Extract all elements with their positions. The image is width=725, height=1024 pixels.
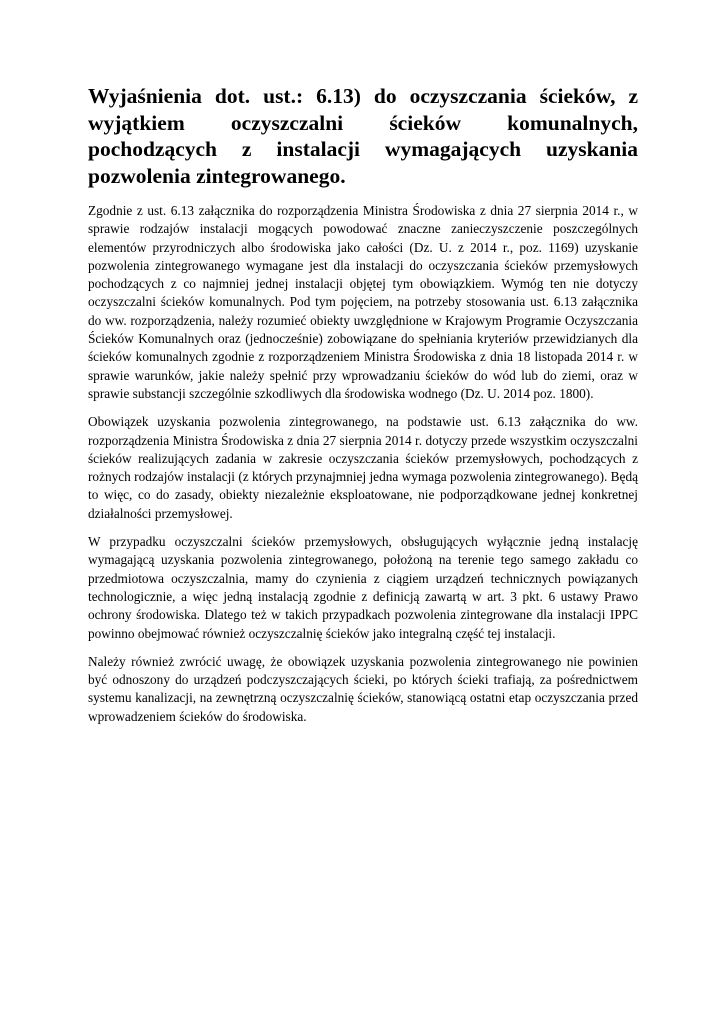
paragraph-pretreatment-note: Należy również zwrócić uwagę, że obowiązek uzyskania pozwolenia zintegrowanego nie powinien być odnoszony do urządzeń podczyszczających ścieki, po których ścieki trafiają, za pośrednictwem systemu kanalizacji, na zewnętrzną oczyszczalnię ścieków, stanowiącą ostatni etap oczyszczania przed wprowadzeniem ścieków do środowiska.: [88, 653, 638, 724]
paragraph-single-installation-case: W przypadku oczyszczalni ścieków przemysłowych, obsługujących wyłącznie jedną instalację wymagającą uzyskania pozwolenia zintegrowanego, położoną na terenie tego samego zakładu co przedmiotowa oczyszczalnia, mamy do czynienia z ciągiem urządzeń technicznych powiązanych technologicznie, a więc jedną instalacją zgodnie z definicją zawartą w art. 3 pkt. 6 ustawy Prawo ochrony środowiska. Dlatego też w takich przypadkach pozwolenia zintegrowane dla instalacji IPPC powinno obejmować również oczyszczalnię ścieków jako integralną część tej instalacji.: [88, 534, 638, 641]
paragraph-legal-basis: Zgodnie z ust. 6.13 załącznika do rozporządzenia Ministra Środowiska z dnia 27 sierpnia 2014 r., w sprawie rodzajów instalacji mogących powodować znaczne zanieczyszczenie poszczególnych elementów przyrodniczych albo środowiska jako całości (Dz. U. z 2014 r., poz. 1169) uzyskanie pozwolenia zintegrowanego wymagane jest dla instalacji do oczyszczania ścieków przemysłowych pochodzących z co najmniej jednej instalacji objętej tym obowiązkiem. Wymóg ten nie dotyczy oczyszczalni ścieków komunalnych. Pod tym pojęciem, na potrzeby stosowania ust. 6.13 załącznika do ww. rozporządzenia, należy rozumieć obiekty uwzględnione w Krajowym Programie Oczyszczania Ścieków Komunalnych oraz (jednocześnie) zobowiązane do spełniania kryteriów przewidzianych dla ścieków komunalnych zgodnie z rozporządzeniem Ministra Środowiska z dnia 18 listopada 2014 r. w sprawie warunków, jakie należy spełnić przy wprowadzaniu ścieków do wód lub do ziemi, oraz w sprawie substancji szczególnie szkodliwych dla środowiska wodnego (Dz. U. 2014 poz. 1800).: [88, 203, 638, 401]
document-page: [88, 83, 638, 736]
paragraph-obligation-scope: Obowiązek uzyskania pozwolenia zintegrowanego, na podstawie ust. 6.13 załącznika do ww. rozporządzenia Ministra Środowiska z dnia 27 sierpnia 2014 r. dotyczy przede wszystkim oczyszczalni ścieków realizujących zadania w zakresie oczyszczania ścieków przemysłowych, pochodzących z rożnych rodzajów instalacji (z których przynajmniej jedna wymaga pozwolenia zintegrowanego). Będą to więc, co do zasady, obiekty niezależnie eksploatowane, nie podporządkowane jednej konkretnej działalności przemysłowej.: [88, 414, 638, 521]
document-title: Wyjaśnienia dot. ust.: 6.13) do oczyszczania ścieków, z wyjątkiem oczyszczalni ścieków komunalnych, pochodzących z instalacji wymagających uzyskania pozwolenia zintegrowanego.: [88, 84, 638, 188]
